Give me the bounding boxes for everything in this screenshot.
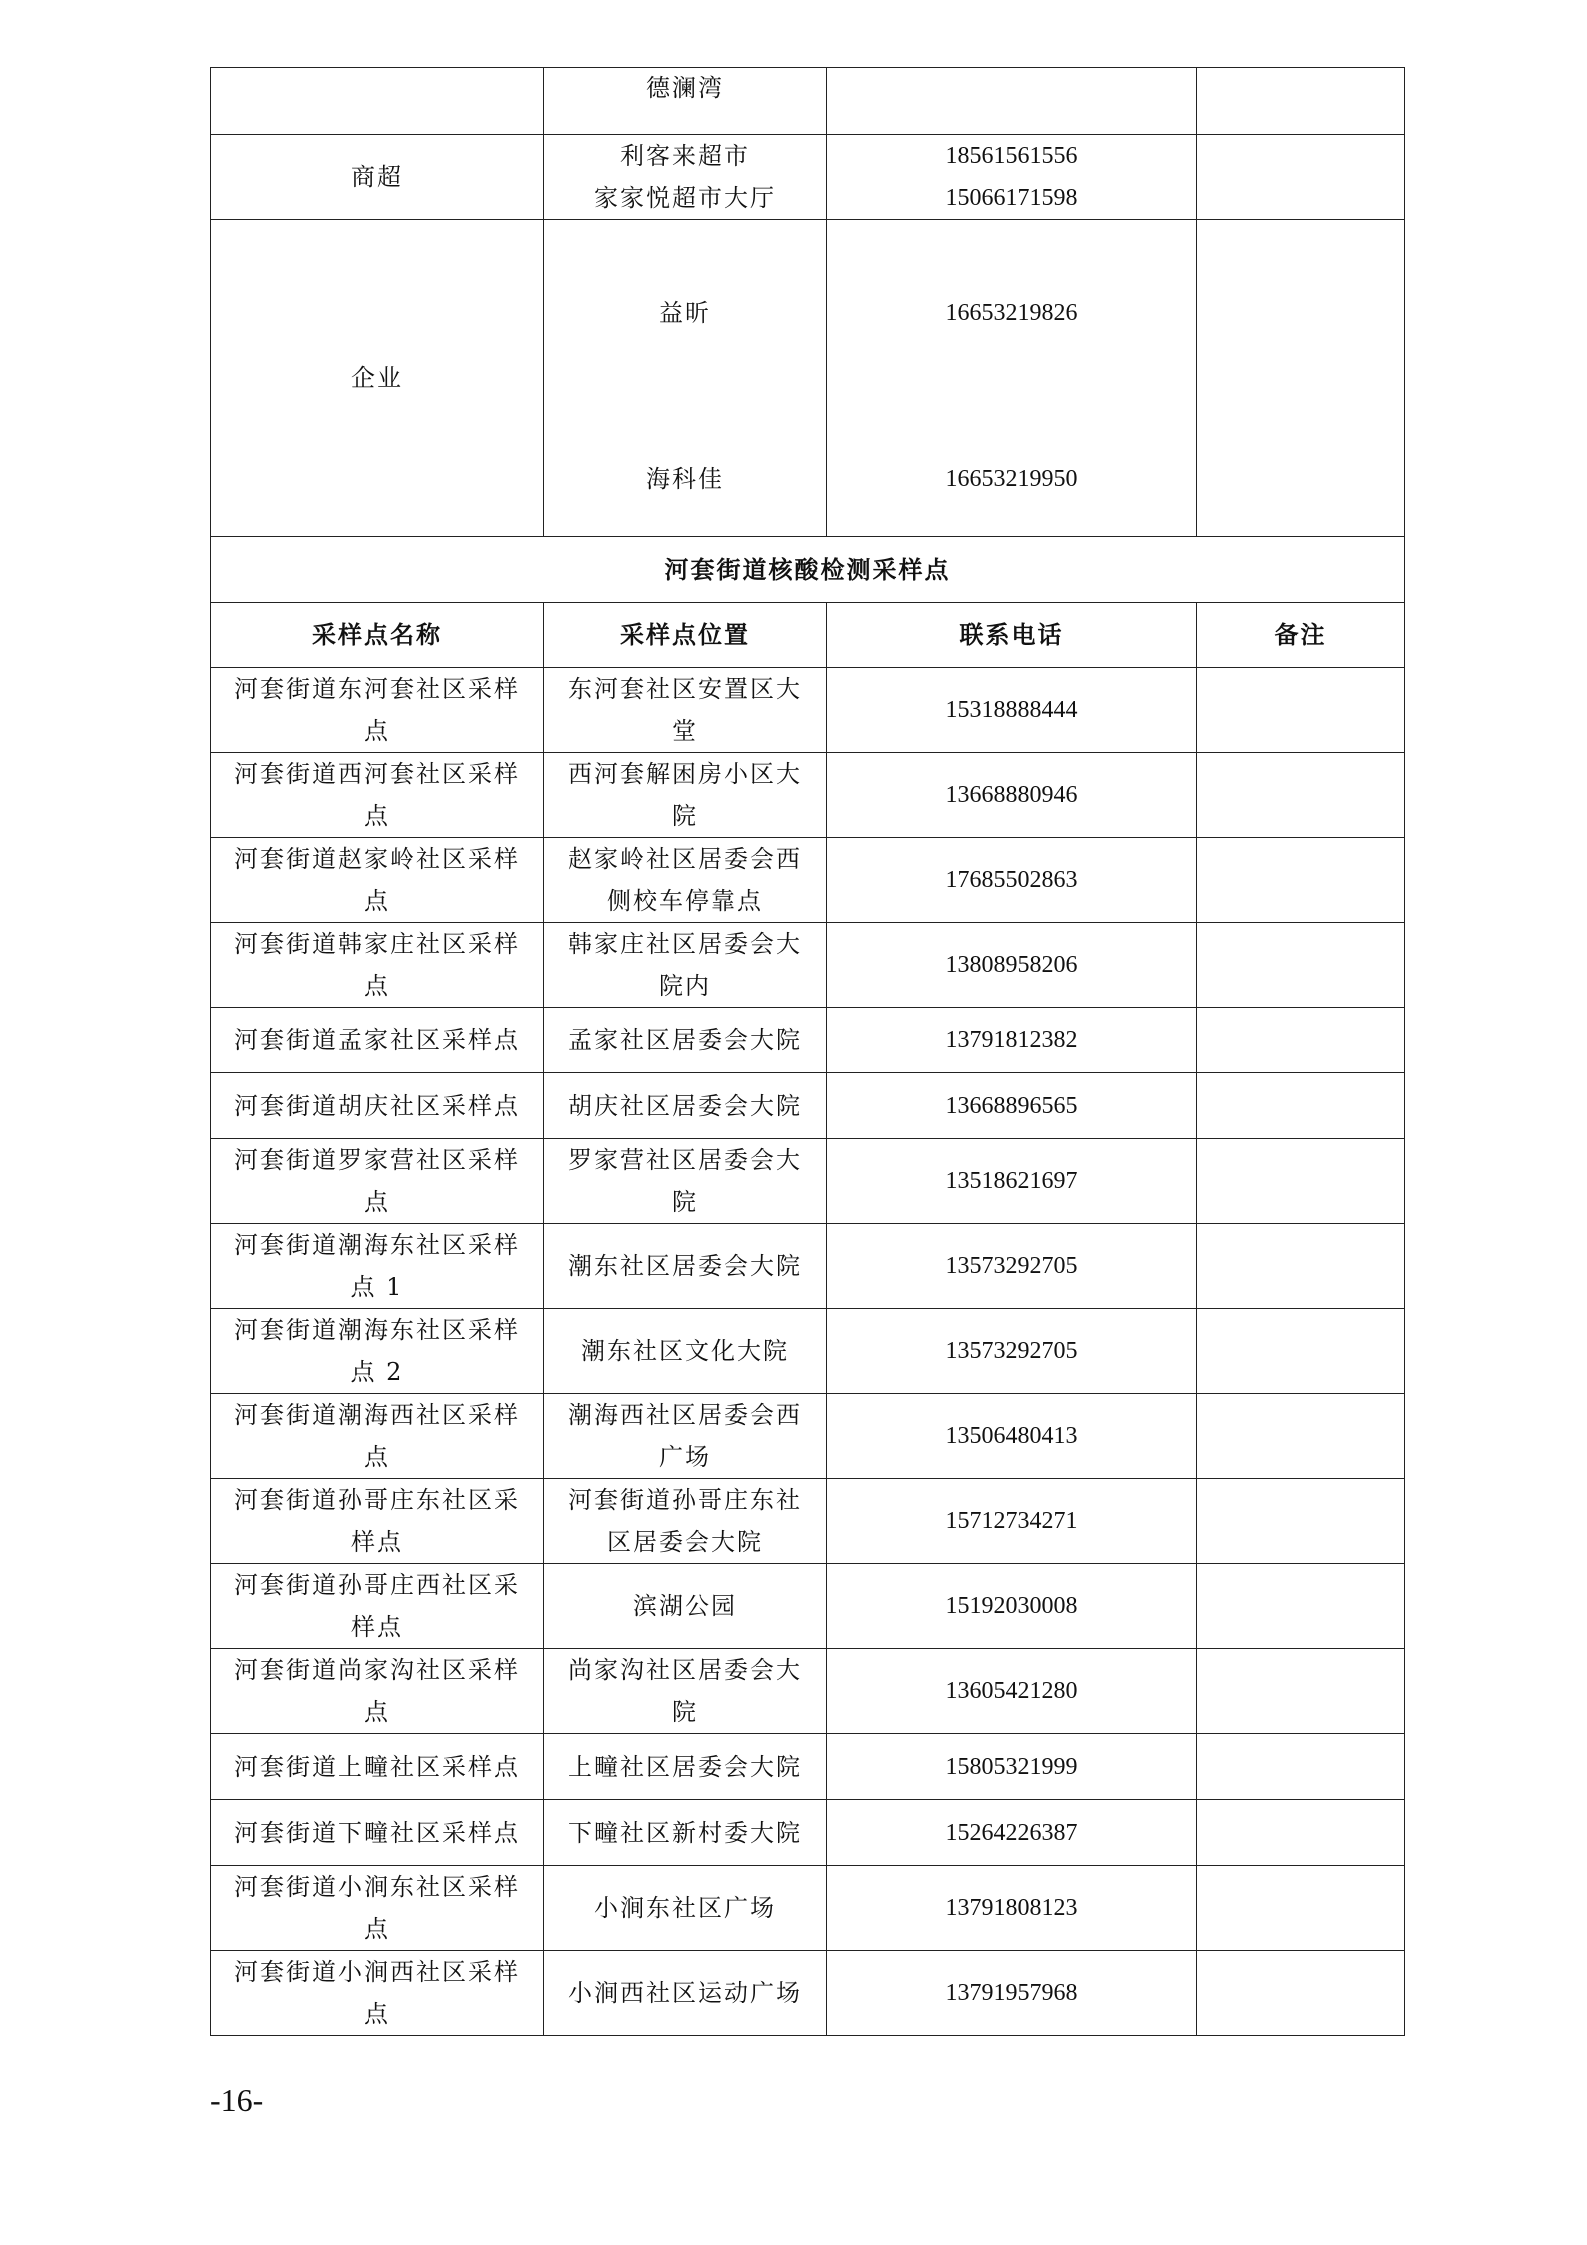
- location-cell: [544, 68, 827, 135]
- table-row: [211, 68, 1405, 135]
- name-cell: 河套街道潮海东社区采样点 1: [211, 1224, 544, 1309]
- note-cell: [1197, 1224, 1405, 1309]
- location-text: 益昕: [659, 299, 711, 327]
- table-row: [211, 1139, 1405, 1224]
- section-title: 河套街道核酸检测采样点: [211, 537, 1405, 603]
- phone-cell: 13808958206: [827, 923, 1197, 1008]
- table-row: [211, 1394, 1405, 1479]
- location-text: 利客来超市: [620, 142, 750, 170]
- table-row: [211, 1224, 1405, 1309]
- category-cell: [211, 135, 544, 220]
- note-cell: [1197, 838, 1405, 923]
- phone-cell: 13605421280: [827, 1649, 1197, 1734]
- name-cell: 河套街道小涧西社区采样点: [211, 1951, 544, 2036]
- note-cell: [1197, 1139, 1405, 1224]
- note-cell: [1197, 923, 1405, 1008]
- note-cell: [1197, 1073, 1405, 1139]
- phone-cell: 13668880946: [827, 753, 1197, 838]
- name-cell: 河套街道孙哥庄东社区采样点: [211, 1479, 544, 1564]
- note-cell: [1197, 1309, 1405, 1394]
- page-number: -16-: [210, 2082, 264, 2118]
- category-cell: [211, 68, 544, 135]
- note-cell: [1197, 1479, 1405, 1564]
- phone-text: 18561561556: [945, 143, 1078, 169]
- name-cell: 河套街道孟家社区采样点: [211, 1008, 544, 1073]
- table-row: [211, 668, 1405, 753]
- location-cell: 下疃社区新村委大院: [544, 1800, 827, 1866]
- section-title-row: [211, 537, 1405, 603]
- name-cell: 河套街道孙哥庄西社区采样点: [211, 1564, 544, 1649]
- location-text: 德澜湾: [646, 74, 724, 102]
- location-cell: 孟家社区居委会大院: [544, 1008, 827, 1073]
- table-row: [211, 220, 1405, 537]
- phone-cell: 13668896565: [827, 1073, 1197, 1139]
- location-text: 家家悦超市大厅: [594, 184, 776, 212]
- name-cell: 河套街道东河套社区采样点: [211, 668, 544, 753]
- category-cell: [211, 220, 544, 537]
- note-cell: [1197, 1866, 1405, 1951]
- table-row: [211, 135, 1405, 220]
- location-cell: 韩家庄社区居委会大院内: [544, 923, 827, 1008]
- location-cell: 上疃社区居委会大院: [544, 1734, 827, 1800]
- table-row: [211, 1309, 1405, 1394]
- location-cell: [544, 220, 827, 537]
- name-cell: 河套街道罗家营社区采样点: [211, 1139, 544, 1224]
- phone-cell: 13791957968: [827, 1951, 1197, 2036]
- table-row: [211, 1564, 1405, 1649]
- location-cell: 小涧西社区运动广场: [544, 1951, 827, 2036]
- phone-cell: [827, 220, 1197, 537]
- name-cell: 河套街道潮海西社区采样点: [211, 1394, 544, 1479]
- location-cell: 潮海西社区居委会西广场: [544, 1394, 827, 1479]
- table-row: [211, 1800, 1405, 1866]
- note-cell: [1197, 1394, 1405, 1479]
- name-cell: 河套街道赵家岭社区采样点: [211, 838, 544, 923]
- name-cell: 河套街道下疃社区采样点: [211, 1800, 544, 1866]
- location-cell: 尚家沟社区居委会大院: [544, 1649, 827, 1734]
- table-row: [211, 1649, 1405, 1734]
- table-row: [211, 838, 1405, 923]
- phone-cell: 13791812382: [827, 1008, 1197, 1073]
- sampling-points-table: [210, 67, 1405, 2036]
- column-header-row: [211, 603, 1405, 668]
- phone-cell: [827, 135, 1197, 220]
- table-row: [211, 923, 1405, 1008]
- column-header-name: 采样点名称: [211, 603, 544, 668]
- phone-cell: 15805321999: [827, 1734, 1197, 1800]
- phone-cell: 17685502863: [827, 838, 1197, 923]
- location-cell: 小涧东社区广场: [544, 1866, 827, 1951]
- location-cell: [544, 135, 827, 220]
- phone-cell: 15318888444: [827, 668, 1197, 753]
- name-cell: 河套街道胡庆社区采样点: [211, 1073, 544, 1139]
- location-cell: 潮东社区居委会大院: [544, 1224, 827, 1309]
- name-cell: 河套街道小涧东社区采样点: [211, 1866, 544, 1951]
- name-cell: 河套街道尚家沟社区采样点: [211, 1649, 544, 1734]
- location-cell: 潮东社区文化大院: [544, 1309, 827, 1394]
- table-row: [211, 1008, 1405, 1073]
- table-row: [211, 1866, 1405, 1951]
- phone-text: 15066171598: [945, 185, 1078, 211]
- note-cell: [1197, 1734, 1405, 1800]
- note-cell: [1197, 68, 1405, 135]
- location-cell: 滨湖公园: [544, 1564, 827, 1649]
- category-text: 商超: [351, 163, 403, 191]
- phone-cell: 15264226387: [827, 1800, 1197, 1866]
- note-cell: [1197, 1951, 1405, 2036]
- column-header-note: 备注: [1197, 603, 1405, 668]
- location-text: 海科佳: [646, 465, 724, 493]
- table-row: [211, 753, 1405, 838]
- table-row: [211, 1951, 1405, 2036]
- note-cell: [1197, 753, 1405, 838]
- location-cell: 罗家营社区居委会大院: [544, 1139, 827, 1224]
- table-row: [211, 1734, 1405, 1800]
- category-text: 企业: [351, 364, 403, 392]
- note-cell: [1197, 1649, 1405, 1734]
- phone-cell: 13518621697: [827, 1139, 1197, 1224]
- phone-text: 16653219826: [945, 300, 1078, 326]
- column-header-phone: 联系电话: [827, 603, 1197, 668]
- name-cell: 河套街道潮海东社区采样点 2: [211, 1309, 544, 1394]
- phone-cell: 13506480413: [827, 1394, 1197, 1479]
- name-cell: 河套街道西河套社区采样点: [211, 753, 544, 838]
- phone-text: 16653219950: [945, 466, 1078, 492]
- note-cell: [1197, 220, 1405, 537]
- phone-cell: 13791808123: [827, 1866, 1197, 1951]
- location-cell: 东河套社区安置区大堂: [544, 668, 827, 753]
- phone-cell: 15192030008: [827, 1564, 1197, 1649]
- note-cell: [1197, 135, 1405, 220]
- phone-cell: 13573292705: [827, 1224, 1197, 1309]
- name-cell: 河套街道韩家庄社区采样点: [211, 923, 544, 1008]
- table-row: [211, 1479, 1405, 1564]
- table-row: [211, 1073, 1405, 1139]
- name-cell: 河套街道上疃社区采样点: [211, 1734, 544, 1800]
- note-cell: [1197, 1564, 1405, 1649]
- location-cell: 胡庆社区居委会大院: [544, 1073, 827, 1139]
- phone-cell: [827, 68, 1197, 135]
- phone-cell: 15712734271: [827, 1479, 1197, 1564]
- note-cell: [1197, 1800, 1405, 1866]
- note-cell: [1197, 668, 1405, 753]
- phone-cell: 13573292705: [827, 1309, 1197, 1394]
- location-cell: 西河套解困房小区大院: [544, 753, 827, 838]
- location-cell: 河套街道孙哥庄东社区居委会大院: [544, 1479, 827, 1564]
- location-cell: 赵家岭社区居委会西侧校车停靠点: [544, 838, 827, 923]
- note-cell: [1197, 1008, 1405, 1073]
- column-header-location: 采样点位置: [544, 603, 827, 668]
